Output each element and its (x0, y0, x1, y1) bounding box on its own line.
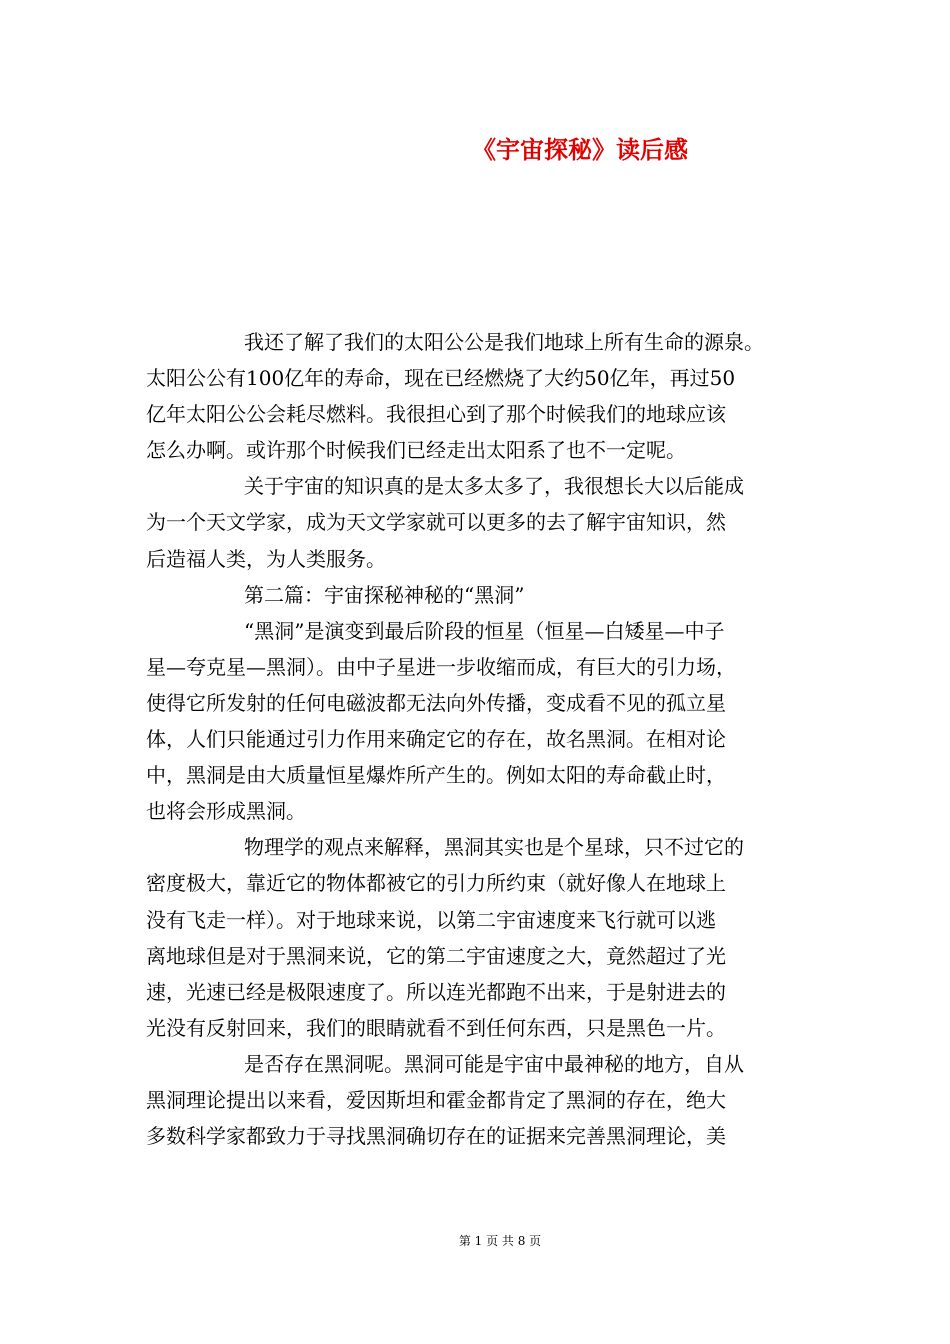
text-line: 光没有反射回来，我们的眼睛就看不到任何东西，只是黑色一片。 (146, 1015, 726, 1040)
text-line: 太阳公公有100亿年的寿命，现在已经燃烧了大约50亿年，再过50 (146, 366, 736, 391)
body-text (146, 324, 816, 1154)
text-line: 我还了解了我们的太阳公公是我们地球上所有生命的源泉。 (244, 330, 764, 354)
text-line: 使得它所发射的任何电磁波都无法向外传播，变成看不见的孤立星 (146, 690, 726, 715)
text-line: 后造福人类，为人类服务。 (146, 546, 386, 571)
page-title: 《宇宙探秘》读后感 (472, 135, 688, 164)
text-line: 也将会形成黑洞。 (146, 799, 306, 824)
text-line: 体，人们只能通过引力作用来确定它的存在，故名黑洞。在相对论 (146, 727, 726, 752)
text-line: 关于宇宙的知识真的是太多太多了，我很想长大以后能成 (244, 474, 744, 499)
text-line: 物理学的观点来解释，黑洞其实也是个星球，只不过它的 (244, 835, 744, 860)
text-line: 为一个天文学家，成为天文学家就可以更多的去了解宇宙知识，然 (146, 510, 726, 535)
text-line: 黑洞理论提出以来看，爱因斯坦和霍金都肯定了黑洞的存在，绝大 (146, 1087, 726, 1112)
text-line: 没有飞走一样）。对于地球来说，以第二宇宙速度来飞行就可以逃 (146, 907, 716, 932)
page-footer: 第 1 页 共 8 页 (458, 1234, 542, 1248)
text-line: 离地球但是对于黑洞来说，它的第二宇宙速度之大，竟然超过了光 (146, 943, 726, 968)
text-line: 亿年太阳公公会耗尽燃料。我很担心到了那个时候我们的地球应该 (146, 402, 726, 427)
text-line: 怎么办啊。或许那个时候我们已经走出太阳系了也不一定呢。 (146, 438, 686, 463)
text-line: “黑洞”是演变到最后阶段的恒星（恒星—白矮星—中子 (244, 618, 725, 643)
section-heading: 第二篇：宇宙探秘神秘的“黑洞” (244, 582, 525, 607)
text-line: 星—夸克星—黑洞）。由中子星进一步收缩而成，有巨大的引力场， (146, 654, 736, 679)
text-line: 是否存在黑洞呢。黑洞可能是宇宙中最神秘的地方，自从 (244, 1051, 744, 1076)
text-line: 中，黑洞是由大质量恒星爆炸所产生的。例如太阳的寿命截止时， (146, 763, 726, 788)
text-line: 多数科学家都致力于寻找黑洞确切存在的证据来完善黑洞理论，美 (146, 1124, 726, 1149)
text-line: 速，光速已经是极限速度了。所以连光都跑不出来，于是射进去的 (146, 979, 726, 1004)
text-line: 密度极大，靠近它的物体都被它的引力所约束（就好像人在地球上 (146, 871, 726, 896)
